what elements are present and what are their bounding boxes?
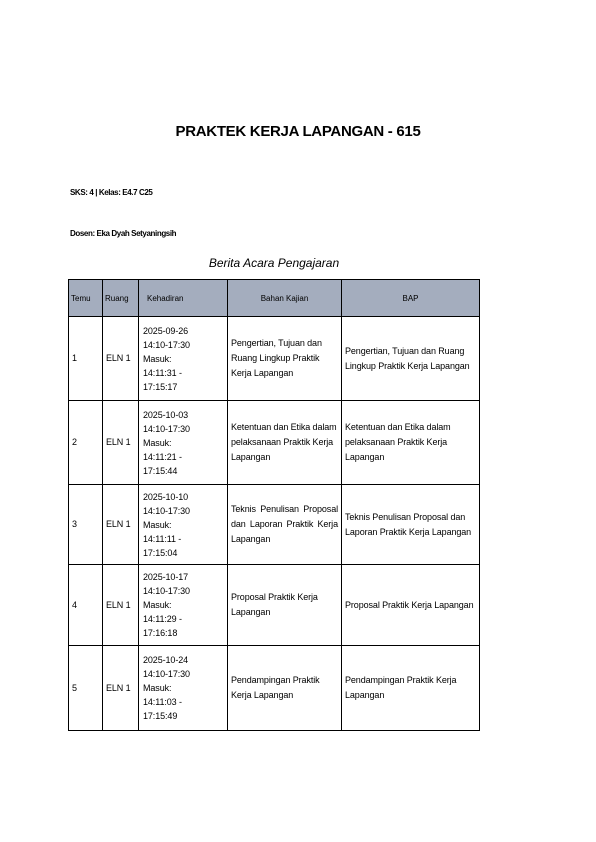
kehadiran-date: 2025-10-17 [143, 572, 189, 582]
cell-ruang: ELN 1 [103, 401, 139, 485]
cell-bahan-kajian: Ketentuan dan Etika dalam pelaksanaan Praktik Kerja Lapangan [228, 401, 342, 485]
kehadiran-date: 2025-10-10 [143, 491, 189, 502]
kehadiran-masuk: Masuk: [143, 519, 172, 530]
kehadiran-masuk: Masuk: [143, 600, 172, 610]
header-bahan-kajian: Bahan Kajian [228, 280, 342, 317]
kehadiran-in: 14:11:31 - [143, 367, 182, 378]
kehadiran-date: 2025-10-24 [143, 655, 189, 665]
kehadiran-out: 17:15:44 [143, 465, 178, 476]
kehadiran-masuk: Masuk: [143, 683, 172, 693]
cell-kehadiran [139, 317, 228, 401]
cell-ruang: ELN 1 [103, 485, 139, 565]
table-row [69, 565, 480, 646]
cell-temu: 4 [69, 565, 103, 646]
cell-bahan-kajian: Pendampingan Praktik Kerja Lapangan [228, 646, 342, 731]
kehadiran-time: 14:10-17:30 [143, 423, 190, 434]
kehadiran-in: 14:11:11 - [143, 533, 182, 544]
section-subtitle: Berita Acara Pengajaran [208, 256, 340, 270]
kehadiran-masuk: Masuk: [143, 437, 172, 448]
header-kehadiran: Kehadiran [139, 280, 228, 317]
cell-temu: 2 [69, 401, 103, 485]
cell-bahan-kajian: Proposal Praktik Kerja Lapangan [228, 565, 342, 646]
kehadiran-time: 14:10-17:30 [143, 339, 190, 350]
table-row [69, 317, 480, 401]
cell-bap: Ketentuan dan Etika dalam pelaksanaan Praktik Kerja Lapangan [342, 401, 480, 485]
cell-kehadiran [139, 401, 228, 485]
cell-kehadiran [139, 646, 228, 731]
kehadiran-out: 17:15:17 [143, 381, 178, 392]
kehadiran-in: 14:11:03 - [143, 697, 182, 707]
table-row [69, 485, 480, 565]
kehadiran-in: 14:11:29 - [143, 614, 182, 624]
kehadiran-out: 17:15:49 [143, 711, 178, 721]
cell-bahan-kajian: Teknis Penulisan Proposal dan Laporan Praktik Kerja Lapangan [228, 485, 342, 565]
dosen-info: Dosen: Eka Dyah Setyaningsih [70, 229, 177, 238]
header-temu: Temu [69, 280, 103, 317]
cell-temu: 1 [69, 317, 103, 401]
kehadiran-time: 14:10-17:30 [143, 586, 190, 596]
cell-ruang: ELN 1 [103, 646, 139, 731]
cell-ruang: ELN 1 [103, 317, 139, 401]
table-row [69, 401, 480, 485]
kehadiran-out: 17:15:04 [143, 547, 178, 558]
cell-bap: Teknis Penulisan Proposal dan Laporan Praktik Kerja Lapangan [342, 485, 480, 565]
kehadiran-out: 17:16:18 [143, 628, 178, 638]
kehadiran-date: 2025-10-03 [143, 409, 189, 420]
cell-ruang: ELN 1 [103, 565, 139, 646]
table-row [69, 646, 480, 731]
page-title: PRAKTEK KERJA LAPANGAN - 615 [175, 123, 421, 140]
header-bap: BAP [342, 280, 480, 317]
cell-bahan-kajian: Pengertian, Tujuan dan Ruang Lingkup Praktik Kerja Lapangan [228, 317, 342, 401]
sks-kelas-info: SKS: 4 | Kelas: E4.7 C25 [70, 188, 153, 197]
table-header-row [69, 280, 480, 317]
bap-table [68, 279, 480, 731]
cell-bap: Pengertian, Tujuan dan Ruang Lingkup Praktik Kerja Lapangan [342, 317, 480, 401]
cell-temu: 5 [69, 646, 103, 731]
cell-kehadiran [139, 565, 228, 646]
cell-temu: 3 [69, 485, 103, 565]
cell-bap: Proposal Praktik Kerja Lapangan [342, 565, 480, 646]
header-ruang: Ruang [103, 280, 139, 317]
cell-kehadiran [139, 485, 228, 565]
kehadiran-time: 14:10-17:30 [143, 505, 190, 516]
kehadiran-in: 14:11:21 - [143, 451, 182, 462]
cell-bap: Pendampingan Praktik Kerja Lapangan [342, 646, 480, 731]
kehadiran-date: 2025-09-26 [143, 325, 189, 336]
kehadiran-time: 14:10-17:30 [143, 669, 190, 679]
kehadiran-masuk: Masuk: [143, 353, 172, 364]
